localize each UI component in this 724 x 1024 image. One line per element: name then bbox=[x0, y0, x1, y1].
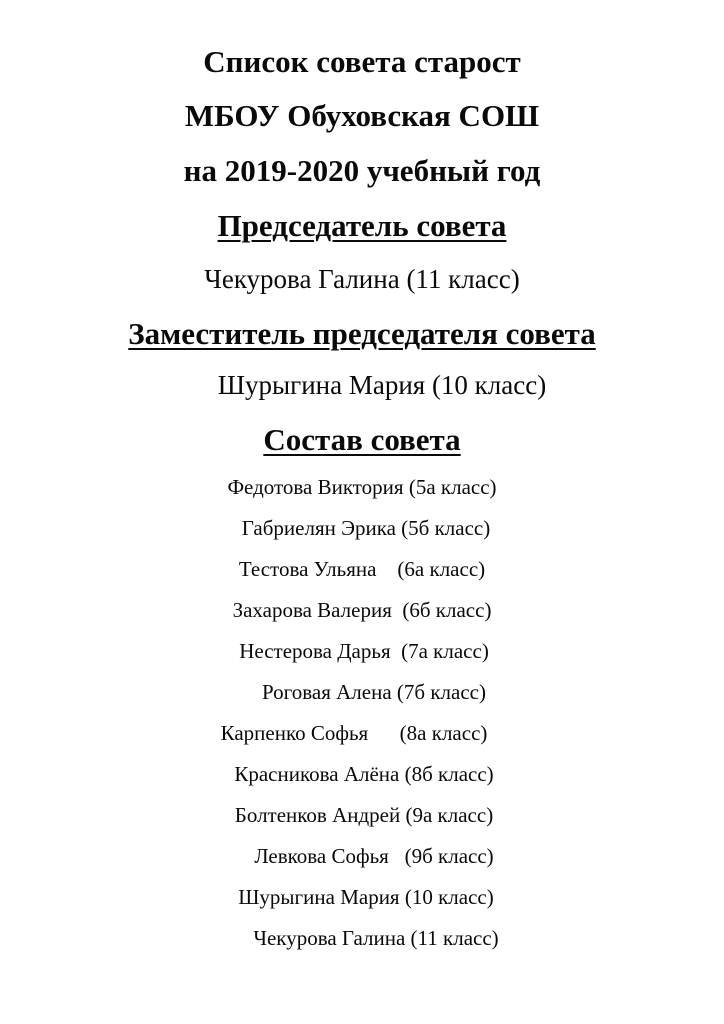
council-member: Чекурова Галина (11 класс) bbox=[253, 926, 499, 950]
council-member: Нестерова Дарья (7а класс) bbox=[239, 639, 489, 663]
council-member: Роговая Алена (7б класс) bbox=[262, 680, 486, 704]
chair-heading: Председатель совета bbox=[217, 208, 507, 243]
deputy-heading: Заместитель председателя совета bbox=[128, 316, 596, 351]
council-member: Левкова Софья (9б класс) bbox=[254, 844, 494, 868]
deputy-name: Шурыгина Мария (10 класс) bbox=[217, 370, 547, 400]
council-member: Захарова Валерия (6б класс) bbox=[232, 598, 492, 622]
council-member: Карпенко Софья (8а класс) bbox=[220, 721, 488, 745]
document-title-line-2: МБОУ Обуховская СОШ bbox=[184, 98, 540, 133]
council-member: Болтенков Андрей (9а класс) bbox=[234, 803, 494, 827]
council-member: Красникова Алёна (8б класс) bbox=[234, 762, 494, 786]
chair-name: Чекурова Галина (11 класс) bbox=[204, 264, 520, 294]
document-title-line-1: Список совета старост bbox=[203, 44, 521, 79]
council-member: Тестова Ульяна (6а класс) bbox=[238, 557, 486, 581]
council-heading: Состав совета bbox=[263, 422, 461, 457]
council-member: Федотова Виктория (5а класс) bbox=[227, 475, 497, 499]
document-title-line-3: на 2019-2020 учебный год bbox=[183, 153, 541, 188]
council-member: Шурыгина Мария (10 класс) bbox=[238, 885, 494, 909]
council-member: Габриелян Эрика (5б класс) bbox=[241, 516, 491, 540]
